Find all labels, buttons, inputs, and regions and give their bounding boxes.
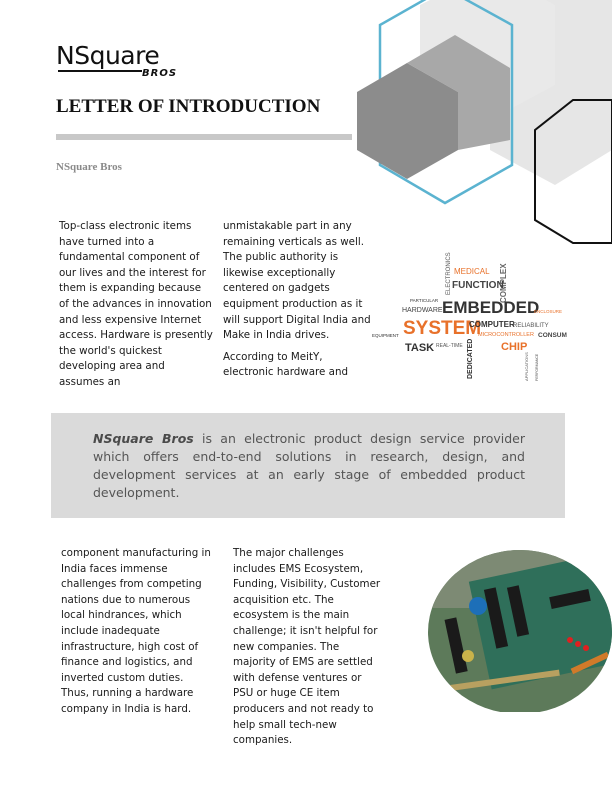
paragraph: According to MeitY, electronic hardware and (223, 350, 349, 379)
word-complex: COMPLEX (499, 263, 508, 303)
word-function: FUNCTION (452, 280, 504, 291)
word-chip: CHIP (501, 341, 528, 353)
callout-body: is an electronic product design service provider which offers end-to-end solutions in research, design, and development services at an early stage of embedded product development. (93, 431, 525, 500)
text-column-4 (233, 546, 385, 755)
paragraph: unmistakable part in any remaining verticals as well. The public authority is likewise exceptionally centered on gadgets equipment production as it will support Digital India and Make in India drives. (223, 220, 371, 342)
page-subtitle: NSquare Bros (56, 161, 122, 173)
word-task: TASK (405, 342, 435, 354)
logo-underline (58, 69, 142, 75)
title-rule (56, 134, 352, 140)
word-medical: MEDICAL (454, 267, 490, 276)
word-electronics: ELECTRONICS (446, 252, 452, 295)
word-equipment: EQUIPMENT (372, 333, 399, 338)
word-system: SYSTEM (403, 318, 482, 339)
word-reliability: RELIABILITY (513, 323, 549, 329)
word-applications: APPLICATIONS (524, 352, 529, 381)
callout-box (51, 413, 565, 518)
word-hardware: HARDWARE (402, 307, 443, 314)
text-column-2 (223, 219, 375, 387)
logo-name: NSquare (56, 41, 160, 70)
callout-brand: NSquare Bros (93, 431, 194, 446)
logo-sub: BROS (142, 68, 178, 79)
page-title: LETTER OF INTRODUCTION (56, 96, 321, 117)
word-dedicated: DEDICATED (467, 338, 474, 379)
word-embedded: EMBEDDED (442, 298, 540, 317)
word-particular: PARTICULAR (410, 298, 439, 303)
word-performance: PERFORMANCE (535, 353, 539, 381)
callout-text (93, 430, 525, 502)
embedded-word-cloud-image (372, 233, 567, 385)
paragraph: component manufacturing in India faces immense challenges from competing nations due to numerous local hindrances, which include inadequate infrastructure, high cost of finance and logistics, and inverted custom duties. Thus, running a hardware company in India is hard. (61, 547, 211, 715)
brand-logo (56, 42, 176, 84)
word-realtime: REAL-TIME (436, 343, 463, 349)
circuit-board-image (420, 548, 612, 712)
word-enclosure: ENCLOSURE (534, 309, 563, 314)
text-column-3 (61, 546, 213, 724)
paragraph: The major challenges includes EMS Ecosystem, Funding, Visibility, Customer acquisition etc. The ecosystem is the main challenge; it isn't helpful for new companies. The majority of EMS are settled with defense ventures or PSU or huge CE item producers and not ready to help small tech-new companies. (233, 547, 381, 747)
word-consum: CONSUM (538, 332, 567, 339)
word-microcontroller: MICROCONTROLLER (478, 332, 534, 338)
text-column-1 (59, 219, 213, 397)
paragraph: Top-class electronic items have turned into a fundamental component of our lives and the interest for them is expanding because of the advances in innovation and less expensive Internet access. Hardware is presently the world's quickest developing area and assumes an (59, 220, 213, 388)
word-computer: COMPUTER (469, 320, 515, 329)
